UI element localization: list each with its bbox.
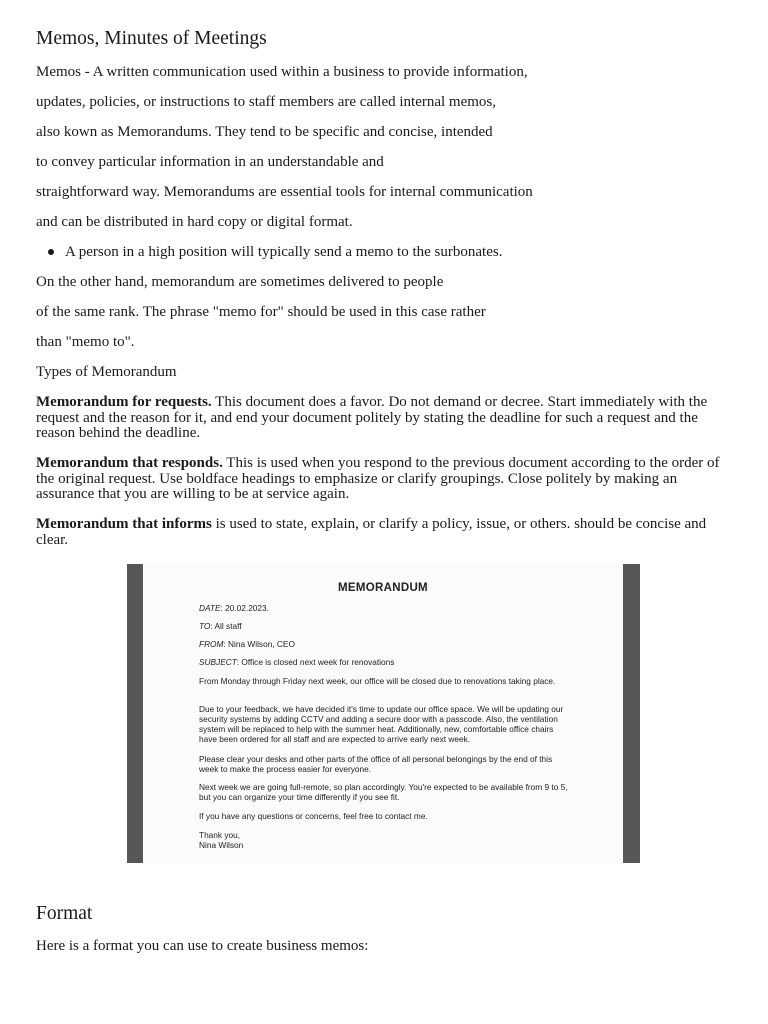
memo-type-term: Memorandum that responds. [36, 455, 223, 471]
memo-signature: Nina Wilson [199, 840, 244, 850]
bullet-icon [48, 249, 54, 255]
bullet-text: A person in a high position will typically send a memo to the surbonates. [65, 244, 503, 260]
memo-type-term: Memorandum that informs [36, 516, 212, 532]
format-text: Here is a format you can use to create business memos: [36, 938, 369, 954]
intro-line: updates, policies, or instructions to staff members are called internal memos, [36, 94, 497, 110]
body-line: of the same rank. The phrase "memo for" should be used in this case rather [36, 304, 486, 320]
memo-paper [143, 564, 623, 863]
memo-to: TO: All staff [199, 621, 242, 631]
intro-line: straightforward way. Memorandums are essential tools for internal communication [36, 184, 533, 200]
bullet-list-item [36, 242, 502, 262]
memo-type-desc: is used to state, explain, or clarify a policy, issue, or others. should be concise and clear. [36, 516, 707, 548]
memo-paragraph: If you have any questions or concerns, feel free to contact me. [199, 811, 428, 821]
memo-type-desc: This is used when you respond to the previous document according to the order of the original request. Use boldface headings to emphasize or clarify groupings. Close politely by making an assurance that you are willing to be at service again. [36, 455, 720, 502]
memo-date: DATE: 20.02.2023. [199, 603, 269, 613]
intro-line: and can be distributed in hard copy or digital format. [36, 214, 353, 230]
memo-paragraph: Please clear your desks and other parts of the office of all personal belongings by the end of this week to make the process easier for everyone. [199, 754, 553, 774]
page-title: Memos, Minutes of Meetings [36, 28, 267, 49]
memo-paragraph: From Monday through Friday next week, our office will be closed due to renovations taking place. [199, 676, 556, 686]
memo-from: FROM: Nina Wilson, CEO [199, 639, 295, 649]
memo-type-request [36, 395, 736, 442]
memo-heading: MEMORANDUM [338, 582, 428, 594]
memo-subject: SUBJECT: Office is closed next week for renovations [199, 657, 395, 667]
body-line: On the other hand, memorandum are sometimes delivered to people [36, 274, 444, 290]
intro-line: to convey particular information in an understandable and [36, 154, 384, 170]
memo-type-informs [36, 517, 736, 548]
section-label: Types of Memorandum [36, 364, 177, 380]
body-line: than "memo to". [36, 334, 135, 350]
memo-type-term: Memorandum for requests. [36, 394, 212, 410]
memo-example-image [127, 564, 640, 863]
memo-type-desc: This document does a favor. Do not demand or decree. Start immediately with the request and the reason for it, and end your document politely by stating the deadline for such a request and the reason behind the deadline. [36, 394, 708, 441]
intro-line: also kown as Memorandums. They tend to be specific and concise, intended [36, 124, 493, 140]
memo-type-responds [36, 456, 736, 503]
intro-line: Memos - A written communication used within a business to provide information, [36, 64, 528, 80]
format-heading: Format [36, 903, 93, 924]
memo-paragraph: Due to your feedback, we have decided it's time to update our office space. We will be updating our security systems by adding CCTV and adding a secure door with a passcode. Also, the ventilation system will be replaced to help with the summer heat. Additionally, new, comfortable office chairs have been ordered for all staff and are expected to arrive early next week. [199, 704, 564, 744]
memo-paragraph: Next week we are going full-remote, so plan accordingly. You're expected to be available from 9 to 5, but you can organize your time differently if you see fit. [199, 782, 568, 802]
memo-signoff: Thank you, [199, 830, 241, 840]
